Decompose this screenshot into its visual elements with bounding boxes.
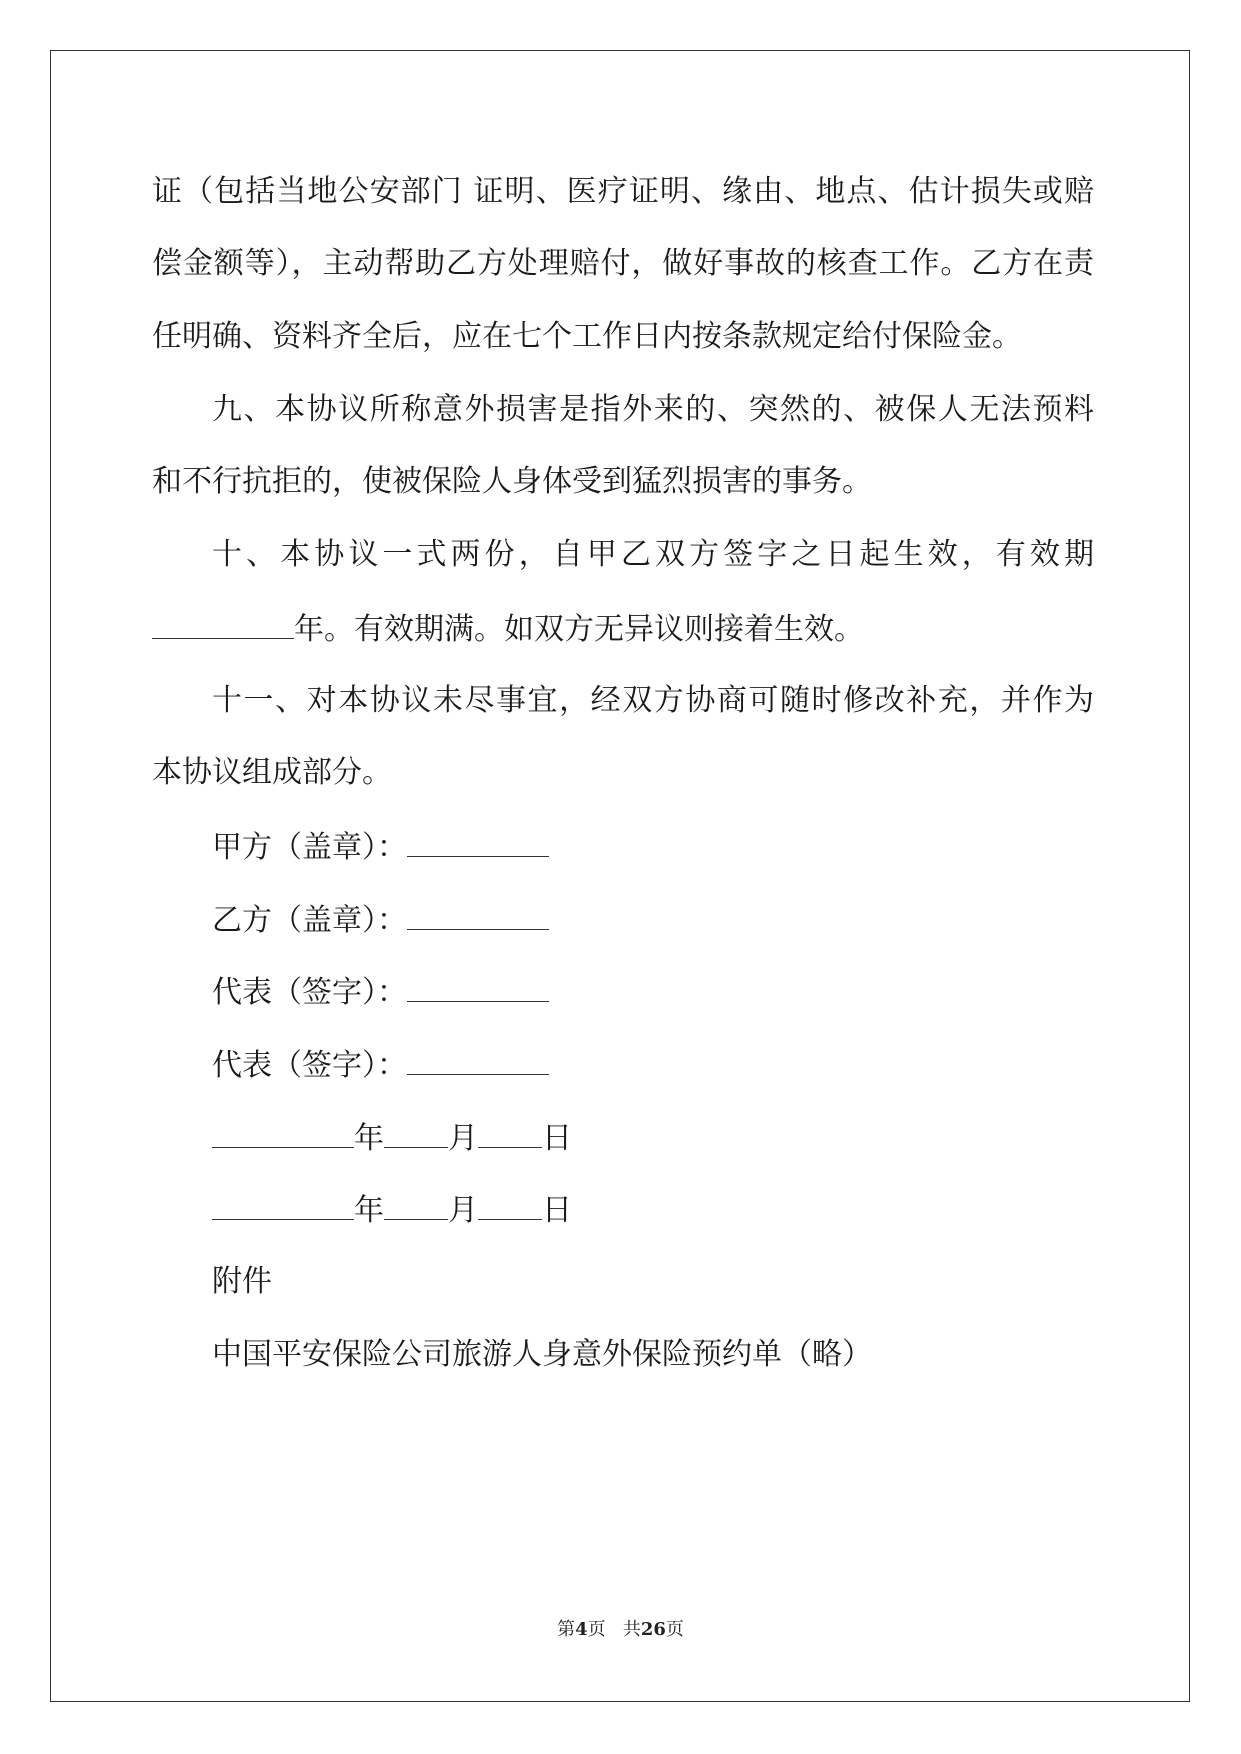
party-a-seal-blank[interactable] bbox=[407, 826, 549, 857]
date-1-day-blank[interactable] bbox=[478, 1117, 542, 1148]
rep-2-signature-line bbox=[212, 1044, 1094, 1086]
date-line-1 bbox=[212, 1117, 1094, 1159]
clause-8-line-1: 证（包括当地公安部门 证明、医疗证明、缘由、地点、估计损失或赔 bbox=[152, 174, 1094, 209]
party-a-seal-label: 甲方（盖章）： bbox=[212, 830, 407, 865]
date-1-day-label: 日 bbox=[542, 1121, 572, 1156]
clause-8-line-3: 任明确、资料齐全后，应在七个工作日内按条款规定给付保险金。 bbox=[152, 319, 1022, 354]
clause-9-line-1: 九、本协议所称意外损害是指外来的、突然的、被保人无法预料 bbox=[212, 392, 1094, 427]
date-1-month-label: 月 bbox=[448, 1121, 478, 1156]
date-1-year-label: 年 bbox=[354, 1121, 384, 1156]
party-b-seal-label: 乙方（盖章）： bbox=[212, 903, 407, 938]
rep-2-signature-blank[interactable] bbox=[407, 1044, 549, 1075]
footer-total-pages: 26 bbox=[640, 1619, 666, 1640]
clause-10-line-2-text: 年。有效期满。如双方无异议则接着生效。 bbox=[294, 612, 864, 647]
footer-total-prefix: 共 bbox=[622, 1619, 641, 1640]
date-2-day-label: 日 bbox=[542, 1193, 572, 1228]
attachment-heading: 附件 bbox=[212, 1264, 272, 1299]
date-2-year-label: 年 bbox=[354, 1193, 384, 1228]
rep-2-signature-label: 代表（签字）： bbox=[212, 1048, 407, 1083]
date-2-month-label: 月 bbox=[448, 1193, 478, 1228]
validity-years-blank[interactable] bbox=[152, 608, 294, 639]
date-2-day-blank[interactable] bbox=[478, 1189, 542, 1220]
rep-1-signature-line bbox=[212, 971, 1094, 1013]
date-1-month-blank[interactable] bbox=[384, 1117, 448, 1148]
party-b-seal-blank[interactable] bbox=[407, 899, 549, 930]
date-line-2 bbox=[212, 1189, 1094, 1231]
footer-prefix: 第 bbox=[557, 1619, 576, 1640]
clause-10-line-2 bbox=[152, 608, 1094, 650]
footer-total-suffix: 页 bbox=[665, 1619, 684, 1640]
clause-11-line-2: 本协议组成部分。 bbox=[152, 755, 392, 790]
page-footer bbox=[0, 1618, 1241, 1642]
clause-9-line-2: 和不行抗拒的，使被保险人身体受到猛烈损害的事务。 bbox=[152, 464, 872, 499]
party-b-seal-line bbox=[212, 899, 1094, 941]
party-a-seal-line bbox=[212, 826, 1094, 868]
date-2-year-blank[interactable] bbox=[212, 1189, 354, 1220]
attachment-title: 中国平安保险公司旅游人身意外保险预约单（略） bbox=[212, 1337, 872, 1372]
footer-current-page: 4 bbox=[575, 1619, 588, 1640]
page-border bbox=[50, 50, 1190, 1702]
footer-page-word: 页 bbox=[587, 1619, 606, 1640]
clause-10-line-1: 十、本协议一式两份，自甲乙双方签字之日起生效，有效期 bbox=[212, 537, 1094, 572]
date-1-year-blank[interactable] bbox=[212, 1117, 354, 1148]
clause-11-line-1: 十一、对本协议未尽事宜，经双方协商可随时修改补充，并作为 bbox=[212, 683, 1094, 718]
rep-1-signature-blank[interactable] bbox=[407, 971, 549, 1002]
rep-1-signature-label: 代表（签字）： bbox=[212, 975, 407, 1010]
clause-8-line-2: 偿金额等），主动帮助乙方处理赔付，做好事故的核查工作。乙方在责 bbox=[152, 246, 1094, 281]
date-2-month-blank[interactable] bbox=[384, 1189, 448, 1220]
